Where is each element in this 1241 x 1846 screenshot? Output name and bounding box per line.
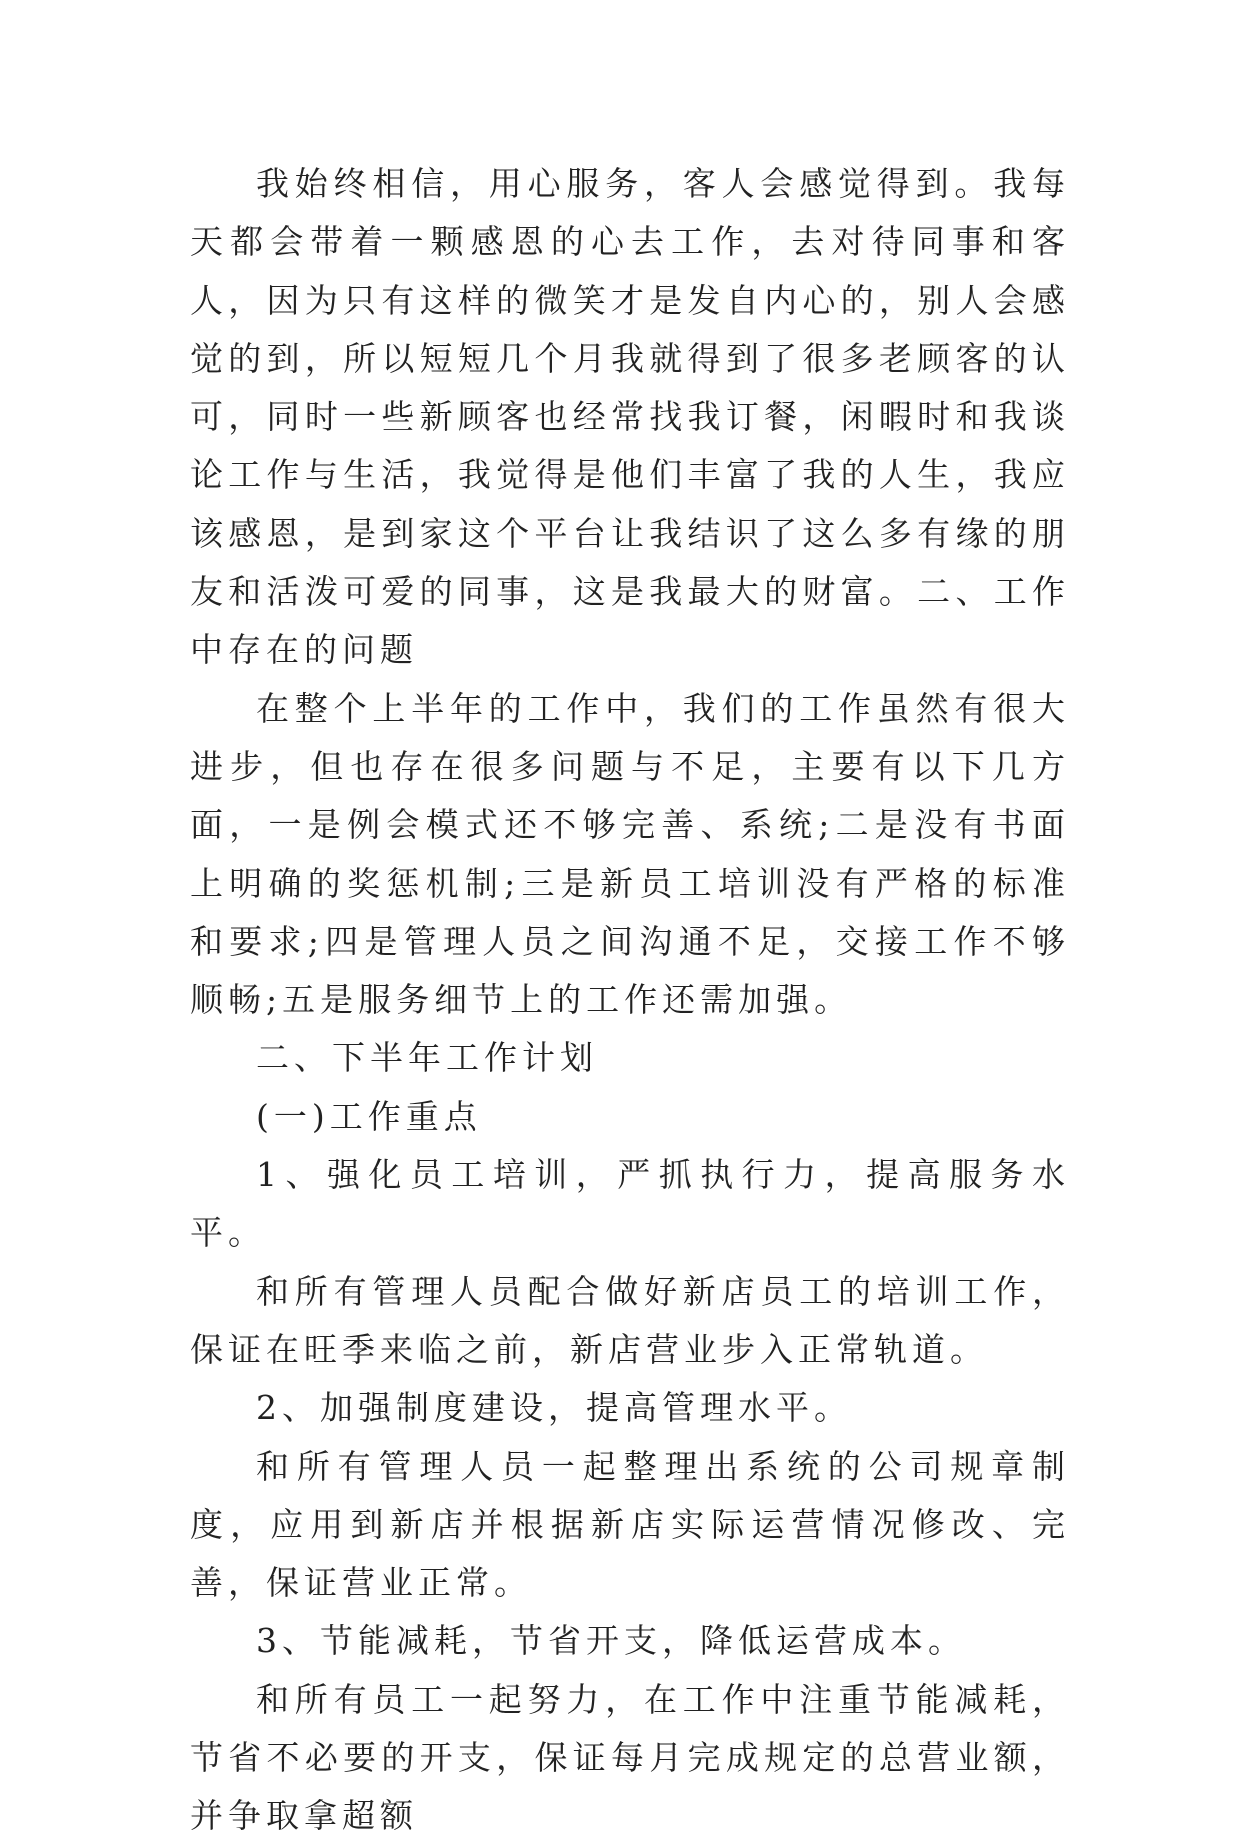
list-item-heading: 1、强化员工培训，严抓执行力，提高服务水平。 (190, 1155, 1070, 1253)
document-body (190, 155, 1070, 1846)
list-item-heading: 3、节能减耗，节省开支，降低运营成本。 (256, 1621, 966, 1661)
section-heading: 二、下半年工作计划 (256, 1038, 598, 1078)
subsection-heading: (一)工作重点 (256, 1096, 482, 1136)
paragraph: 和所有管理人员配合做好新店员工的培训工作，保证在旺季来临之前，新店营业步入正常轨道。 (190, 1271, 1070, 1369)
paragraph: 我始终相信，用心服务，客人会感觉得到。我每天都会带着一颗感恩的心去工作，去对待同事和客人，因为只有这样的微笑才是发自内心的，别人会感觉的到，所以短短几个月我就得到了很多老顾客的认可，同时一些新顾客也经常找我订餐，闲暇时和我谈论工作与生活，我觉得是他们丰富了我的人生，我应该感恩，是到家这个平台让我结识了这么多有缘的朋友和活泼可爱的同事，这是我最大的财富。二、工作中存在的问题 (190, 164, 1070, 670)
paragraph: 和所有员工一起努力，在工作中注重节能减耗，节省不必要的开支，保证每月完成规定的总营业额，并争取拿超额 (190, 1679, 1070, 1836)
paragraph: 和所有管理人员一起整理出系统的公司规章制度，应用到新店并根据新店实际运营情况修改、完善，保证营业正常。 (190, 1446, 1070, 1603)
list-item-heading: 2、加强制度建设，提高管理水平。 (256, 1388, 852, 1428)
paragraph: 在整个上半年的工作中，我们的工作虽然有很大进步，但也存在很多问题与不足，主要有以下几方面，一是例会模式还不够完善、系统;二是没有书面上明确的奖惩机制;三是新员工培训没有严格的标准和要求;四是管理人员之间沟通不足，交接工作不够顺畅;五是服务细节上的工作还需加强。 (190, 688, 1070, 1020)
